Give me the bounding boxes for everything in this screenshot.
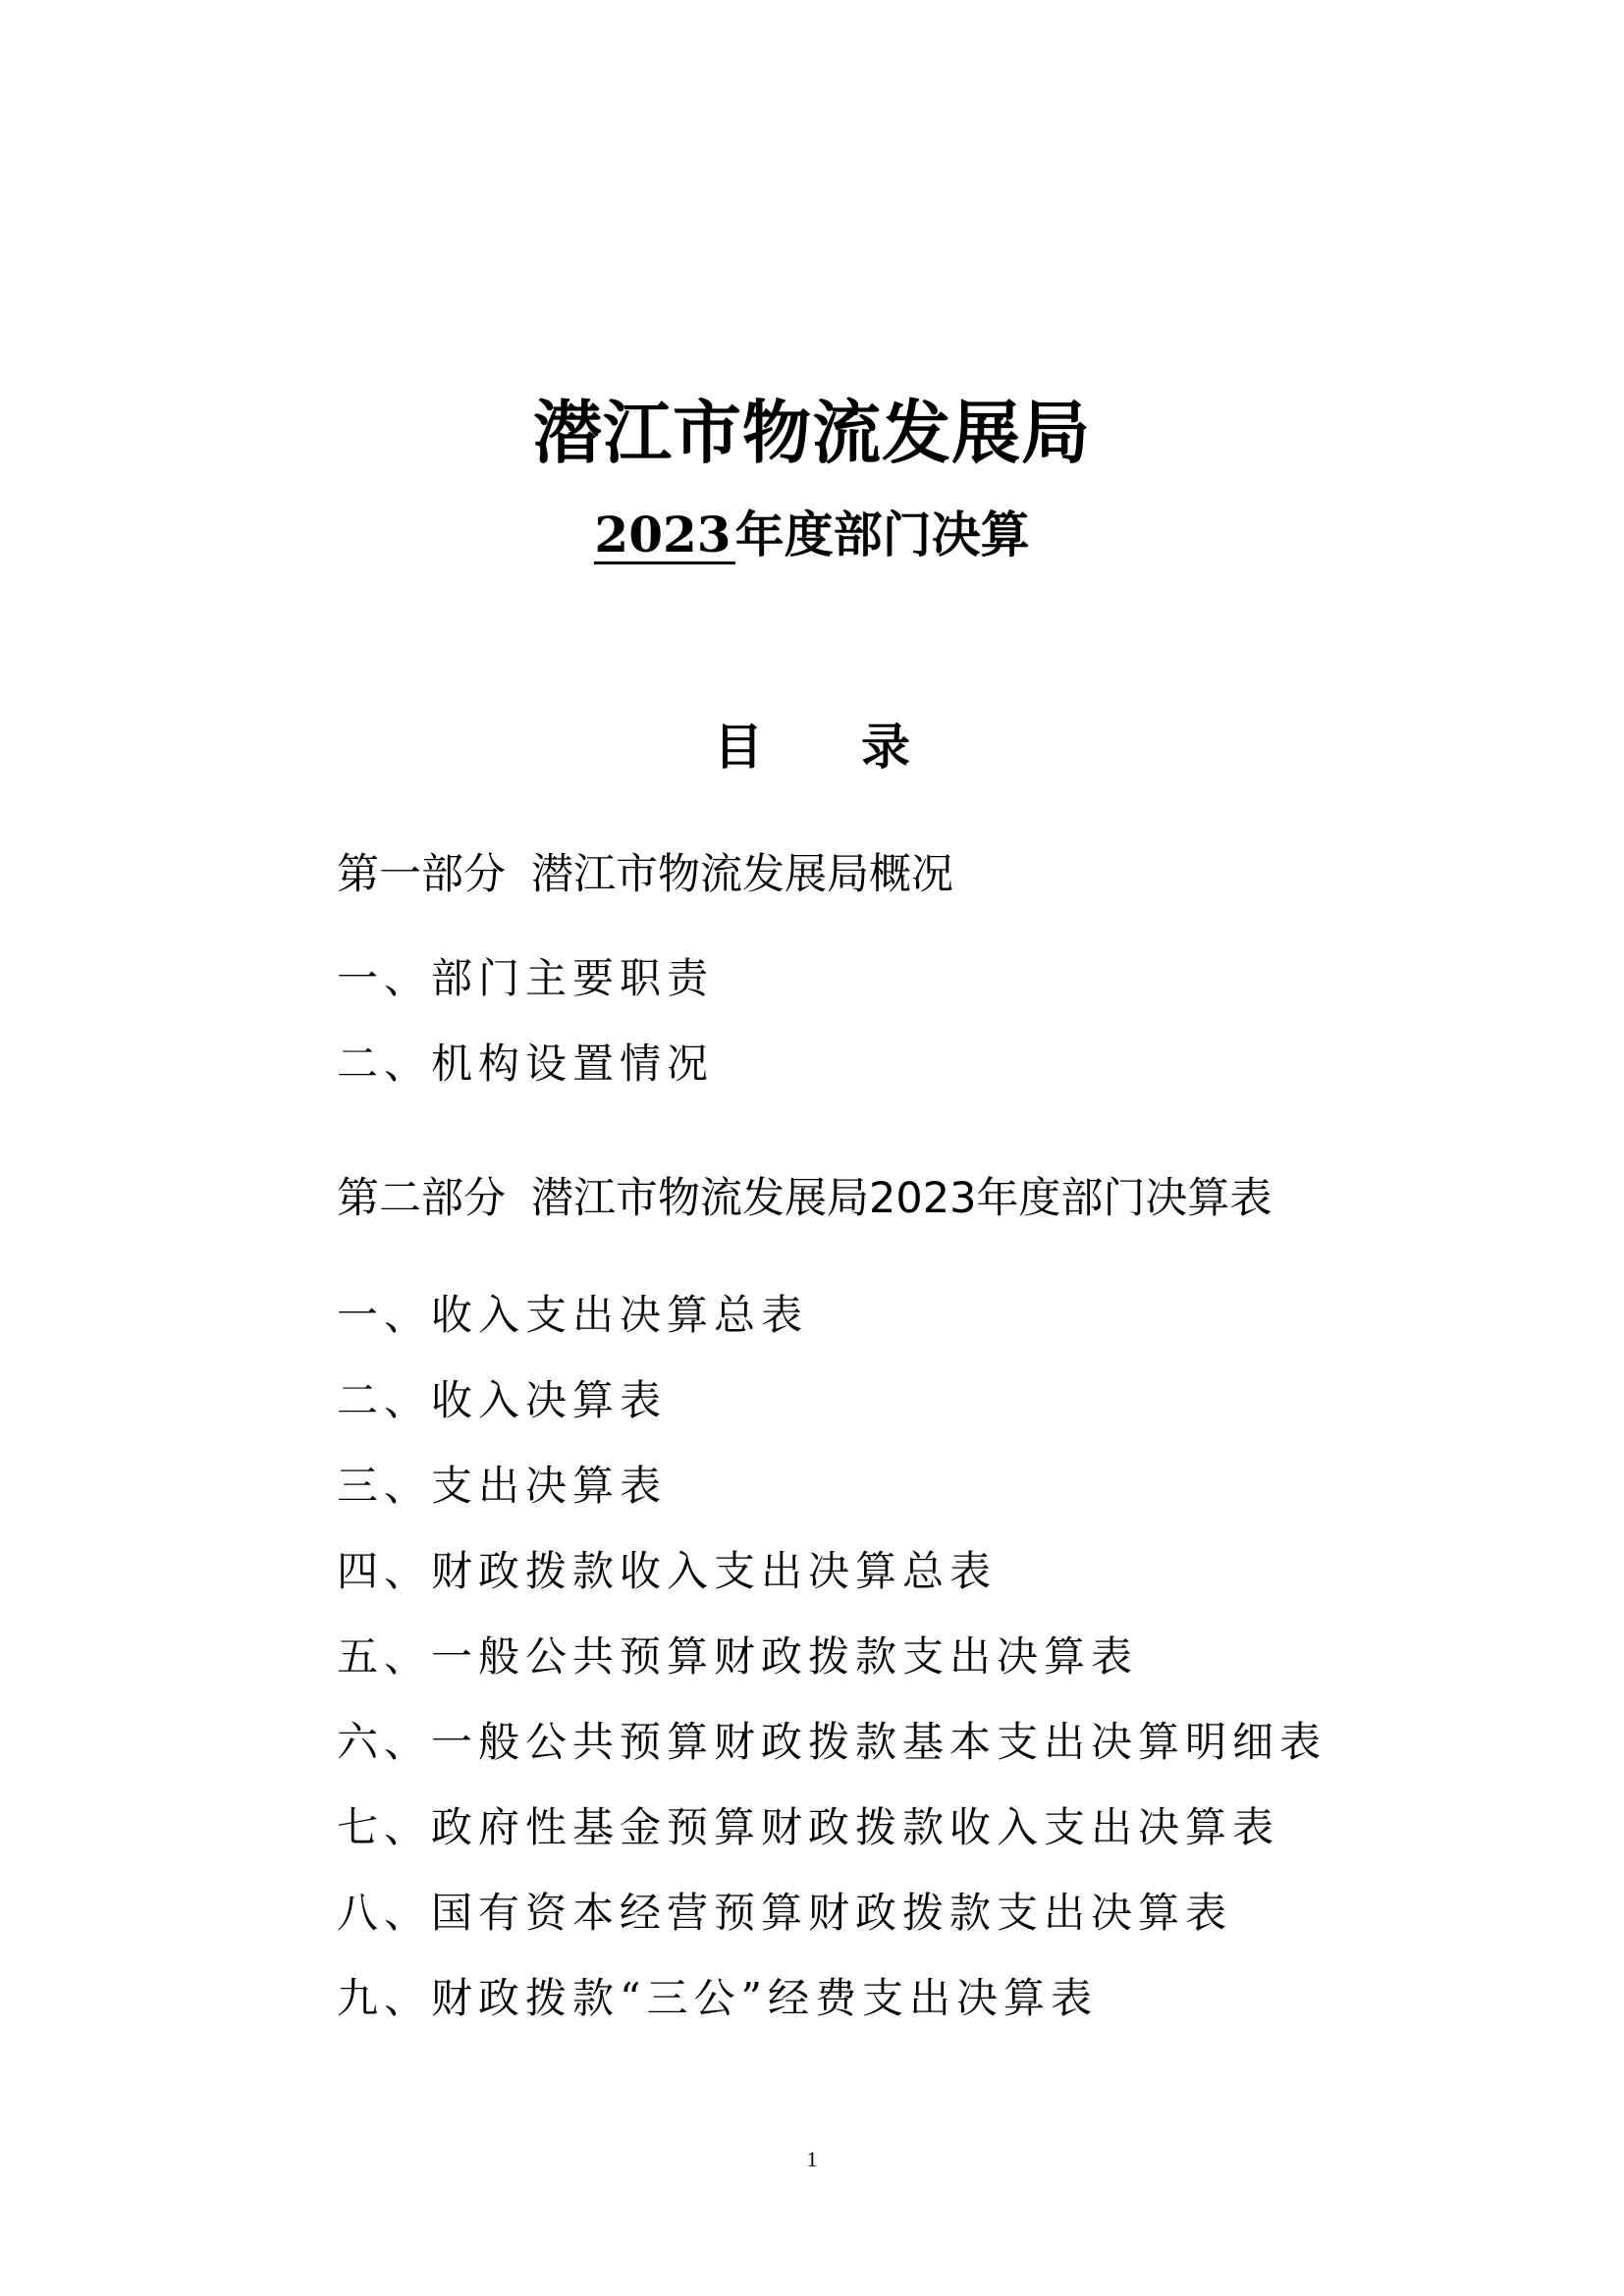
toc-part-2-heading[interactable] xyxy=(337,1172,1272,1225)
toc-heading-left: 目 xyxy=(714,718,763,775)
toc-item-2-4[interactable]: 四、财政拨款收入支出决算总表 xyxy=(337,1547,998,1595)
toc-part-1-title: 潜江市物流发展局概况 xyxy=(531,850,953,899)
toc-item-2-7[interactable]: 七、政府性基金预算财政拨款收入支出决算表 xyxy=(337,1803,1280,1851)
document-subtitle xyxy=(0,505,1624,565)
toc-part-2-label: 第二部分 xyxy=(337,1174,506,1223)
toc-item-2-8[interactable]: 八、国有资本经营预算财政拨款支出决算表 xyxy=(337,1889,1233,1937)
toc-part-1-label: 第一部分 xyxy=(337,850,506,899)
subtitle-rest: 年度部门决算 xyxy=(734,506,1030,563)
page-number: 1 xyxy=(806,2147,818,2171)
toc-part-1-heading[interactable] xyxy=(337,848,953,901)
toc-part-2-title: 潜江市物流发展局2023年度部门决算表 xyxy=(531,1174,1272,1223)
toc-item-2-6[interactable]: 六、一般公共预算财政拨款基本支出决算明细表 xyxy=(337,1718,1327,1766)
toc-item-2-1[interactable]: 一、收入支出决算总表 xyxy=(337,1291,809,1339)
toc-item-1-2[interactable]: 二、机构设置情况 xyxy=(337,1040,715,1088)
toc-item-2-5[interactable]: 五、一般公共预算财政拨款支出决算表 xyxy=(337,1632,1139,1681)
toc-item-2-9[interactable]: 九、财政拨款“三公”经费支出决算表 xyxy=(337,1974,1098,2022)
toc-heading-right: 录 xyxy=(861,718,910,775)
toc-item-1-1[interactable]: 一、部门主要职责 xyxy=(337,954,715,1002)
document-title: 潜江市物流发展局 xyxy=(533,392,1091,473)
toc-item-2-3[interactable]: 三、支出决算表 xyxy=(337,1462,668,1510)
toc-heading xyxy=(0,717,1624,777)
toc-item-2-2[interactable]: 二、收入决算表 xyxy=(337,1376,668,1424)
subtitle-year: 2023 xyxy=(594,508,734,564)
